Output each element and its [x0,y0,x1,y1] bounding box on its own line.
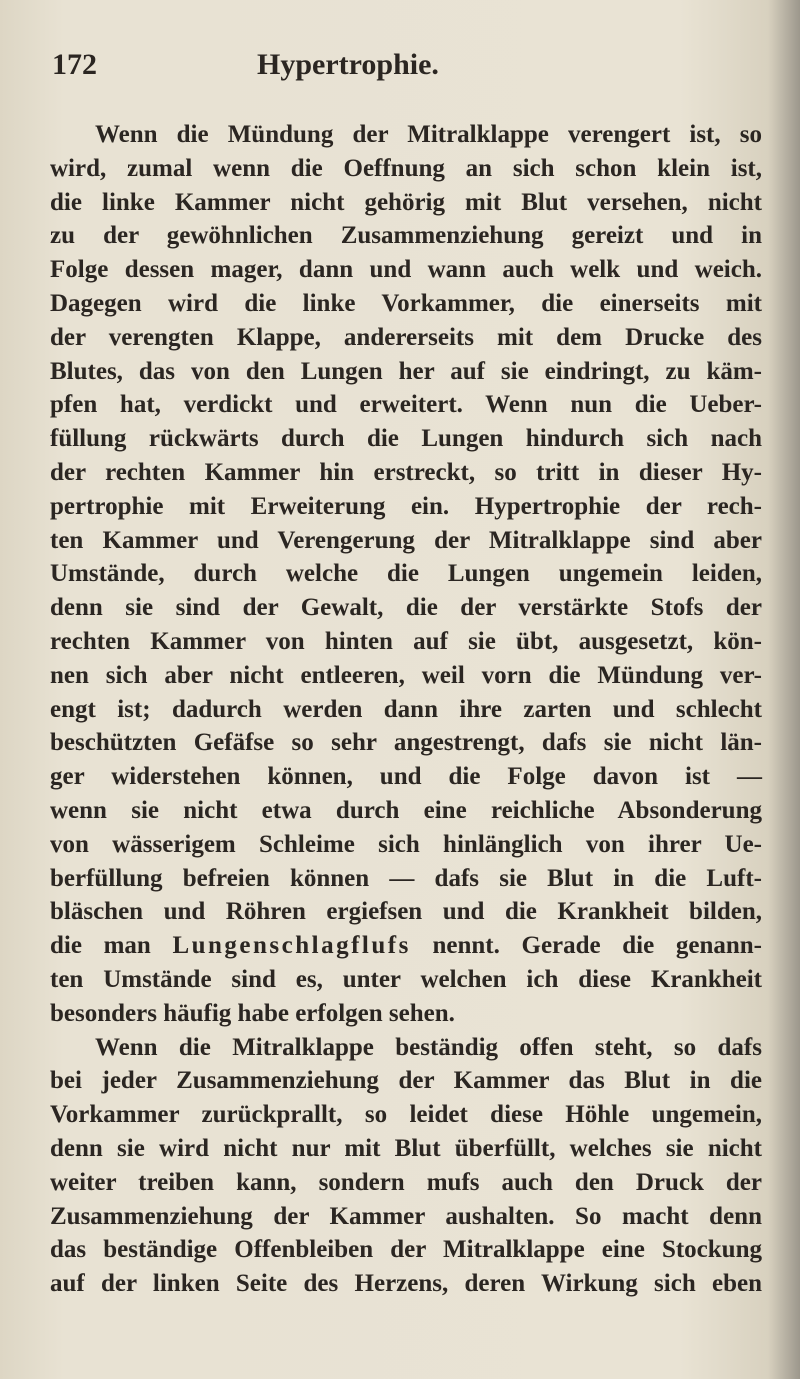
text-line: ten Kammer und Verengerung der Mitralklappe sind aber [50,526,762,554]
emphasized-term: Lungenschlagflufs [172,932,411,960]
text-line: der rechten Kammer hin erstreckt, so tritt in dieser Hy- [50,458,762,486]
text-line: weiter treiben kann, sondern mufs auch den Druck der [50,1168,762,1196]
text-line: pfen hat, verdickt und erweitert. Wenn nun die Ueber- [50,391,762,419]
text-line: bei jeder Zusammenziehung der Kammer das Blut in die [50,1067,762,1095]
text-line: Vorkammer zurückprallt, so leidet diese Höhle ungemein, [50,1101,762,1129]
page-number: 172 [52,48,97,81]
text-line: Wenn die Mitralklappe beständig offen steht, so dafs [95,1033,762,1061]
text-line: Zusammenziehung der Kammer aushalten. So macht denn [50,1202,762,1230]
text-line: zu der gewöhnlichen Zusammenziehung gereizt und in [50,222,762,250]
text-line: der verengten Klappe, andererseits mit dem Drucke des [50,323,762,351]
text-line: ten Umstände sind es, unter welchen ich diese Krankheit [50,965,762,993]
text-line: beschützten Gefäfse so sehr angestrengt, dafs sie nicht län- [50,729,762,757]
running-title: Hypertrophie. [257,48,439,81]
text-line: Folge dessen mager, dann und wann auch welk und weich. [50,256,762,284]
page-header [52,48,752,88]
text-line: auf der linken Seite des Herzens, deren Wirkung sich eben [50,1270,762,1298]
text-line: denn sie sind der Gewalt, die der verstärkte Stofs der [50,594,762,622]
text-line: von wässerigem Schleime sich hinlänglich von ihrer Ue- [50,830,762,858]
text-line: engt ist; dadurch werden dann ihre zarten und schlecht [50,695,762,723]
text-line: Umstände, durch welche die Lungen ungemein leiden, [50,560,762,588]
text-line: Wenn die Mündung der Mitralklappe verengert ist, so [95,121,762,148]
text-line: die linke Kammer nicht gehörig mit Blut versehen, nicht [50,188,762,216]
text-line: berfüllung befreien können — dafs sie Blut in die Luft- [50,864,762,892]
text-line: ger widerstehen können, und die Folge davon ist — [50,763,762,791]
text-line [50,929,762,963]
text-line: Blutes, das von den Lungen her auf sie eindringt, zu käm- [50,357,762,385]
text-line: füllung rückwärts durch die Lungen hindurch sich nach [50,425,762,453]
text-line: rechten Kammer von hinten auf sie übt, ausgesetzt, kön- [50,627,762,655]
text-line: Dagegen wird die linke Vorkammer, die einerseits mit [50,289,762,317]
text-line: nen sich aber nicht entleeren, weil vorn die Mündung ver- [50,661,762,689]
text-line: wird, zumal wenn die Oeffnung an sich schon klein ist, [50,154,762,182]
text-segment: nennt. Gerade die genann- [432,932,762,960]
text-line: besonders häufig habe erfolgen sehen. [50,999,455,1027]
text-line: pertrophie mit Erweiterung ein. Hypertrophie der rech- [50,492,762,520]
body-text [50,118,762,1301]
text-segment: die man [50,932,151,960]
text-line: wenn sie nicht etwa durch eine reichliche Absonderung [50,796,762,824]
text-line: das beständige Offenbleiben der Mitralklappe eine Stockung [50,1236,762,1264]
text-line: denn sie wird nicht nur mit Blut überfüllt, welches sie nicht [50,1134,762,1162]
text-line: bläschen und Röhren ergiefsen und die Krankheit bilden, [50,898,762,926]
